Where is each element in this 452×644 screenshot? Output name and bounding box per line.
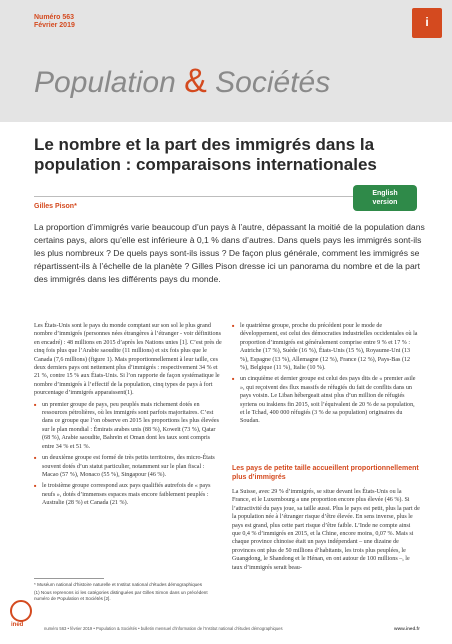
footnote-1: (1) Nous reprenons ici les catégories distinguées par Gilles Simon dans un précédent numéro de Population et Sociétés [2]. bbox=[34, 590, 208, 601]
footnote-affiliation: * Muséum national d’histoire naturelle et Institut national d’études démographiques bbox=[34, 582, 203, 587]
footer-org: ined bbox=[11, 622, 24, 628]
title-divider bbox=[34, 196, 354, 197]
list-item: ■ un deuxième groupe est formé de très petits territoires, des micro-États souvent dotés d’un statut particulier, notamment sur le plan fiscal : Macao (57 %), Monaco (55 %), Singapour (46 %). bbox=[42, 454, 222, 479]
country-group-list-cont bbox=[232, 322, 420, 426]
issue-info bbox=[34, 14, 75, 30]
list-item: ■ le troisième groupe correspond aux pays qualifiés autrefois de « pays neufs », dotés d’immenses espaces mais encore faiblement peuplés : Australie (28 %) et Canada (21 %). bbox=[42, 482, 222, 507]
footnote-divider bbox=[34, 578, 104, 579]
left-column bbox=[34, 322, 222, 511]
ined-logo-box bbox=[412, 8, 442, 38]
footer-text: numéro 563 • février 2019 • Population & Sociétés • bulletin mensuel d’information de l’Institut national d’études démographiques bbox=[44, 626, 283, 631]
section-heading: Les pays de petite taille accueillent proportionnellement plus d’immigrés bbox=[232, 465, 419, 481]
masthead-population: Population bbox=[34, 66, 176, 99]
footnotes bbox=[34, 582, 222, 604]
list-item: ■ le quatrième groupe, proche du précédent pour le mode de développement, est celui des démocraties industrielles occidentales où la proportion d’immigrés est généralement comprise entre 9 % et 17 % : Autriche (17 %), Suède (16 %), États-Unis (15 %), Royaume-Uni (13 %), Espagne (13 %), Allemagne (12 %), France (12 %), Pays-Bas (12 %), Belgique (11 %), Italie (10 %). bbox=[240, 322, 420, 372]
right-column-continued bbox=[232, 488, 420, 575]
article-title: Le nombre et la part des immigrés dans la population : comparaisons internationales bbox=[34, 135, 377, 174]
footer-url[interactable]: www.ined.fr bbox=[394, 626, 420, 631]
right-paragraph: La Suisse, avec 29 % d’immigrés, se situe devant les États-Unis ou la France, et le Luxembourg a une proportion encore plus élevée (46 %). Si l’attractivité du pays joue, sa taille aussi. Plus le pays est petit, plus la part de la population née à l’étranger risque d’être élevée. En sens inverse, plus le pays est grand, plus cette part risque d’être faible. L’Inde ne compte ainsi que 0,4 % d’immigrés en 2015, et la Chine, encore moins, 0,07 %. Mais si chaque province chinoise était un pays indépendant – une dizaine de provinces ont plus de 50 millions d’habitants, les trois plus peuplées, le Guangdong, le Shandong et le Hénan, en ont autour de 100 millions –, le taux d’immigrés serait beau- bbox=[232, 489, 420, 571]
badge-line2: version bbox=[372, 199, 398, 206]
left-paragraph: Les États-Unis sont le pays du monde comptant sur son sol le plus grand nombre d’immigrés (personnes nées étrangères à l’étranger - voir définitions en encadré) : 48 millions en 2015 d’après les Nations unies [1]. C’est près de cinq fois plus que l’Arabie saoudite (11 millions) et six fois plus que le Canada (7,6 millions) (figure 1). Mais proportionnellement à leur taille, ces deux derniers pays ont nettement plus d’immigrés : respectivement 34 % et 21 %, contre 15 % aux États-Unis. Si l’on rapporte de façon systématique le nombre d’immigrés à l’effectif de la population, cinq types de pays à fort pourcentage d’immigrés apparaissent(1). bbox=[34, 323, 222, 397]
issue-number: Numéro 563 bbox=[34, 14, 75, 21]
article-author: Gilles Pison* bbox=[34, 203, 77, 210]
right-column bbox=[232, 322, 420, 429]
masthead-ampersand: & bbox=[184, 62, 207, 100]
country-group-list bbox=[34, 401, 222, 508]
badge-line1: English bbox=[372, 190, 398, 197]
english-version-badge[interactable] bbox=[353, 185, 417, 211]
list-item: ■ un cinquième et dernier groupe est celui des pays dits de « premier asile », qui reçoivent des flux massifs de réfugiés du fait de conflits dans un pays voisin. Le Liban hébergeait ainsi plus d’un million de réfugiés syriens ou irakiens fin 2015, soit l’équivalent de 20 % de sa population, et le Tchad, 400 000 réfugiés (3 % de sa population) originaires du Soudan. bbox=[240, 375, 420, 425]
logo-letter-icon: i bbox=[425, 15, 429, 29]
masthead-societes: Sociétés bbox=[215, 66, 331, 99]
ined-circle-icon bbox=[10, 600, 32, 622]
issue-date: Février 2019 bbox=[34, 22, 75, 29]
list-item: ■ un premier groupe de pays, peu peuplés mais richement dotés en ressources pétrolières, où les immigrés sont parfois majoritaires. C’est dans ce groupe que l’on observe en 2015 les proportions les plus élevées sur le plan mondial : Émirats arabes unis (88 %), Koweït (73 %), Qatar (68 %), Arabie saoudite, Bahreïn et Oman dont les taux sont compris entre 34 % et 51 %. bbox=[42, 401, 222, 451]
abstract: La proportion d’immigrés varie beaucoup d’un pays à l’autre, dépassant la moitié de la population dans certains pays, alors qu’elle est inférieure à 0,1 % dans d’autres. Dans quels pays les immigrés sont-ils les plus nombreux ? De quels pays sont-ils issus ? De façon plus générale, comment les immigrés se répartissent-ils à l’échelle de la planète ? Gilles Pison dresse ici un panorama du nombre et de la part des immigrés dans les différents pays du monde. bbox=[34, 222, 425, 284]
masthead bbox=[34, 62, 330, 102]
